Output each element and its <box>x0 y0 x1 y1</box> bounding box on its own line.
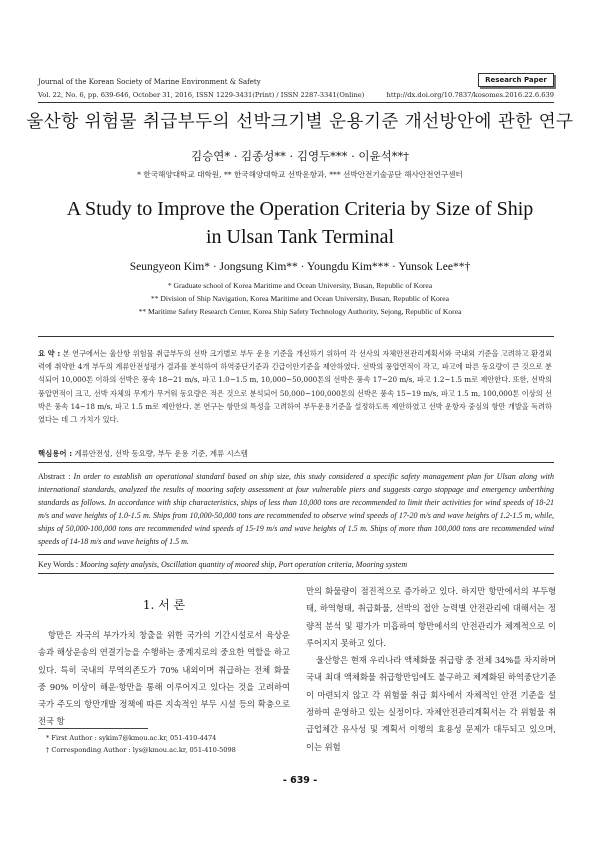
english-keywords <box>38 560 554 569</box>
header-rule <box>38 102 554 103</box>
doi-link[interactable]: http://dx.doi.org/10.7837/kosomes.2016.22.6.639 <box>386 91 554 99</box>
korean-keywords-label: 핵심용어 : <box>38 449 73 458</box>
english-authors: Seungyeon Kim* · Jongsung Kim** · Youngdu Kim*** · Yunsok Lee**† <box>129 261 471 273</box>
english-title-line-2: in Ulsan Tank Terminal <box>205 226 395 248</box>
korean-abstract <box>38 347 552 426</box>
body-right-column <box>306 583 556 756</box>
keywords-bottom-rule <box>38 573 554 574</box>
korean-abstract-label: 요 약 : <box>38 349 61 358</box>
body-right-paragraph-2: 울산항은 현재 우리나라 액체화물 취급량 중 전체 34%를 차지하며 국내 최대 액체화물 취급항만임에도 불구하고 체계화된 하역중단기준이 마련되지 않고 각 위험물 취급 회사에서 자체적인 안전 기준을 설정하여 운영하고 있는 실정이다. 자체안전관리계획서는 각 위험물 취급업체간 유사성 및 계획서 이행의 효용성 문제가 대두되고 있으며, 이는 위험 <box>306 655 556 752</box>
korean-affiliations: * 한국해양대학교 대학원, ** 한국해양대학교 선박운항과, *** 선박안전기술공단 해사안전연구센터 <box>137 170 463 179</box>
english-abstract <box>38 470 554 548</box>
footnote-first-author: * First Author : sykim7@kmou.ac.kr, 051-410-4474 <box>46 734 217 742</box>
english-abstract-label: Abstract : <box>38 472 71 481</box>
volume-info: Vol. 22, No. 6, pp. 639-646, October 31, 2016, ISSN 1229-3431(Print) / ISSN 2287-3341(Online) <box>38 91 365 99</box>
affiliation-2: ** Division of Ship Navigation, Korea Maritime and Ocean University, Busan, Republic of Korea <box>150 294 450 303</box>
korean-abstract-text: 본 연구에서는 울산항 위험물 취급부두의 선박 크기별로 부두 운용 기준을 개선하기 위하여 각 선사의 자체안전관리계획서와 국내외 기준을 고려하고 환경외력에 취약한 4개 부두의 계류안전성평가 결과를 분석하여 하역중단기준과 긴급이안기준을 제안하였다. 선박의 풍압면적이 작고, 파고에 따른 동요량이 큰 것으로 분석되어 10,000톤 이하의 선박은 풍속 18~21 m/s, 파고 1.0~1.5 m, 10,000~50,000톤의 선박은 풍속 17~20 m/s, 파고 1.2~1.5 m로 제안한다. 또한, 선박의 풍압면적이 크고, 선박 자체의 무게가 무거워 동요량은 적은 것으로 분석되어 50,000~100,000톤의 선박은 풍속 15~19 m/s, 파고 1.5 m, 100,000톤 이상의 선박은 풍속 14~18 m/s, 파고 1.5 m로 제안한다. 본 연구는 항만의 특성을 고려하여 부두운용기준을 설정하도록 제안하였고 선박 운항자 중심의 항만 개발을 독려하였다는 데 그 가치가 있다. <box>38 349 552 425</box>
abstract-mid-rule <box>38 462 554 463</box>
affiliation-3: ** Maritime Safety Research Center, Korea Ship Safety Technology Authority, Sejong, Republic of Korea <box>138 307 462 316</box>
body-right-paragraph-1: 만의 화물량이 점진적으로 증가하고 있다. 하지만 항만에서의 부두형태, 하역형태, 취급화물, 선박의 접안 능력별 안전관리에 대해서는 정량적 분석 및 평가가 미흡하여 항만에서의 안전관리가 체계적으로 이루어지지 못하고 있다. <box>306 586 556 648</box>
paper-type-badge: Research Paper <box>478 73 554 87</box>
english-keywords-label: Key Words : <box>38 560 79 569</box>
journal-name: Journal of the Korean Society of Marine Environment & Safety <box>38 78 261 86</box>
abstract-top-rule <box>38 336 554 337</box>
english-title-line-1: A Study to Improve the Operation Criteria by Size of Ship <box>66 198 534 220</box>
footnote-corresponding-author: † Corresponding Author : lys@kmou.ac.kr, 051-410-5098 <box>46 746 236 754</box>
korean-keywords <box>38 448 552 459</box>
keywords-top-rule <box>38 554 554 555</box>
body-left-column: 항만은 자국의 부가가치 창출을 위한 국가의 기간시설로서 육상운송과 해상운송의 연결기능을 수행하는 중계지로의 중요한 역할을 하고 있다. 특히 국내의 무역의존도가 70% 내외이며 취급하는 전체 화물 중 90% 이상이 해운·항만을 통해 이루어지고 있다는 것을 고려하여 국가 주도의 항만개발 정책에 따른 지속적인 부두 시설 등의 확충으로 전국 항 <box>38 630 290 727</box>
korean-title: 울산항 위험물 취급부두의 선박크기별 운용기준 개선방안에 관한 연구 <box>26 112 574 132</box>
section-heading: 1. 서 론 <box>142 598 186 612</box>
footnote-rule <box>38 728 148 729</box>
english-keywords-text: Mooring safety analysis, Oscillation quantity of moored ship, Port operation criteria, Mooring system <box>80 560 408 569</box>
english-affiliations <box>0 279 600 318</box>
korean-authors: 김승연* · 김종성** · 김영두*** · 이윤석**† <box>191 149 409 163</box>
page-number: - 639 - <box>282 775 318 786</box>
affiliation-1: * Graduate school of Korea Maritime and Ocean University, Busan, Republic of Korea <box>167 281 433 290</box>
english-title <box>0 195 600 251</box>
english-abstract-text: In order to establish an operational standard based on ship size, this study considered a specific safety management plan for Ulsan along with international standards, analyzed the results of mooring safety assessment at four vulnerable piers and suggests cargo stoppage and emergency unberthing standards as follows. In accordance with ship characteristics, ships of less than 10,000 tons are recommended to limit their activities for wind speeds of 18-21 m/s and wave heights of 1.0-1.5 m. Ships from 10,000-50,000 tons are recommended to observe wind speeds of 17-20 m/s and wave heights of 1.2-1.5 m, while, ships of 50,000-100,000 tons are recommended wind speeds of 15-19 m/s and wave heights of 1.5 m. Ships of more than 100,000 tons are recommended wind speeds of 14-18 m/s and wave heights of 1.5 m. <box>38 472 555 546</box>
korean-keywords-text: 계류안전성, 선박 동요량, 부두 운용 기준, 계류 시스템 <box>74 449 248 458</box>
